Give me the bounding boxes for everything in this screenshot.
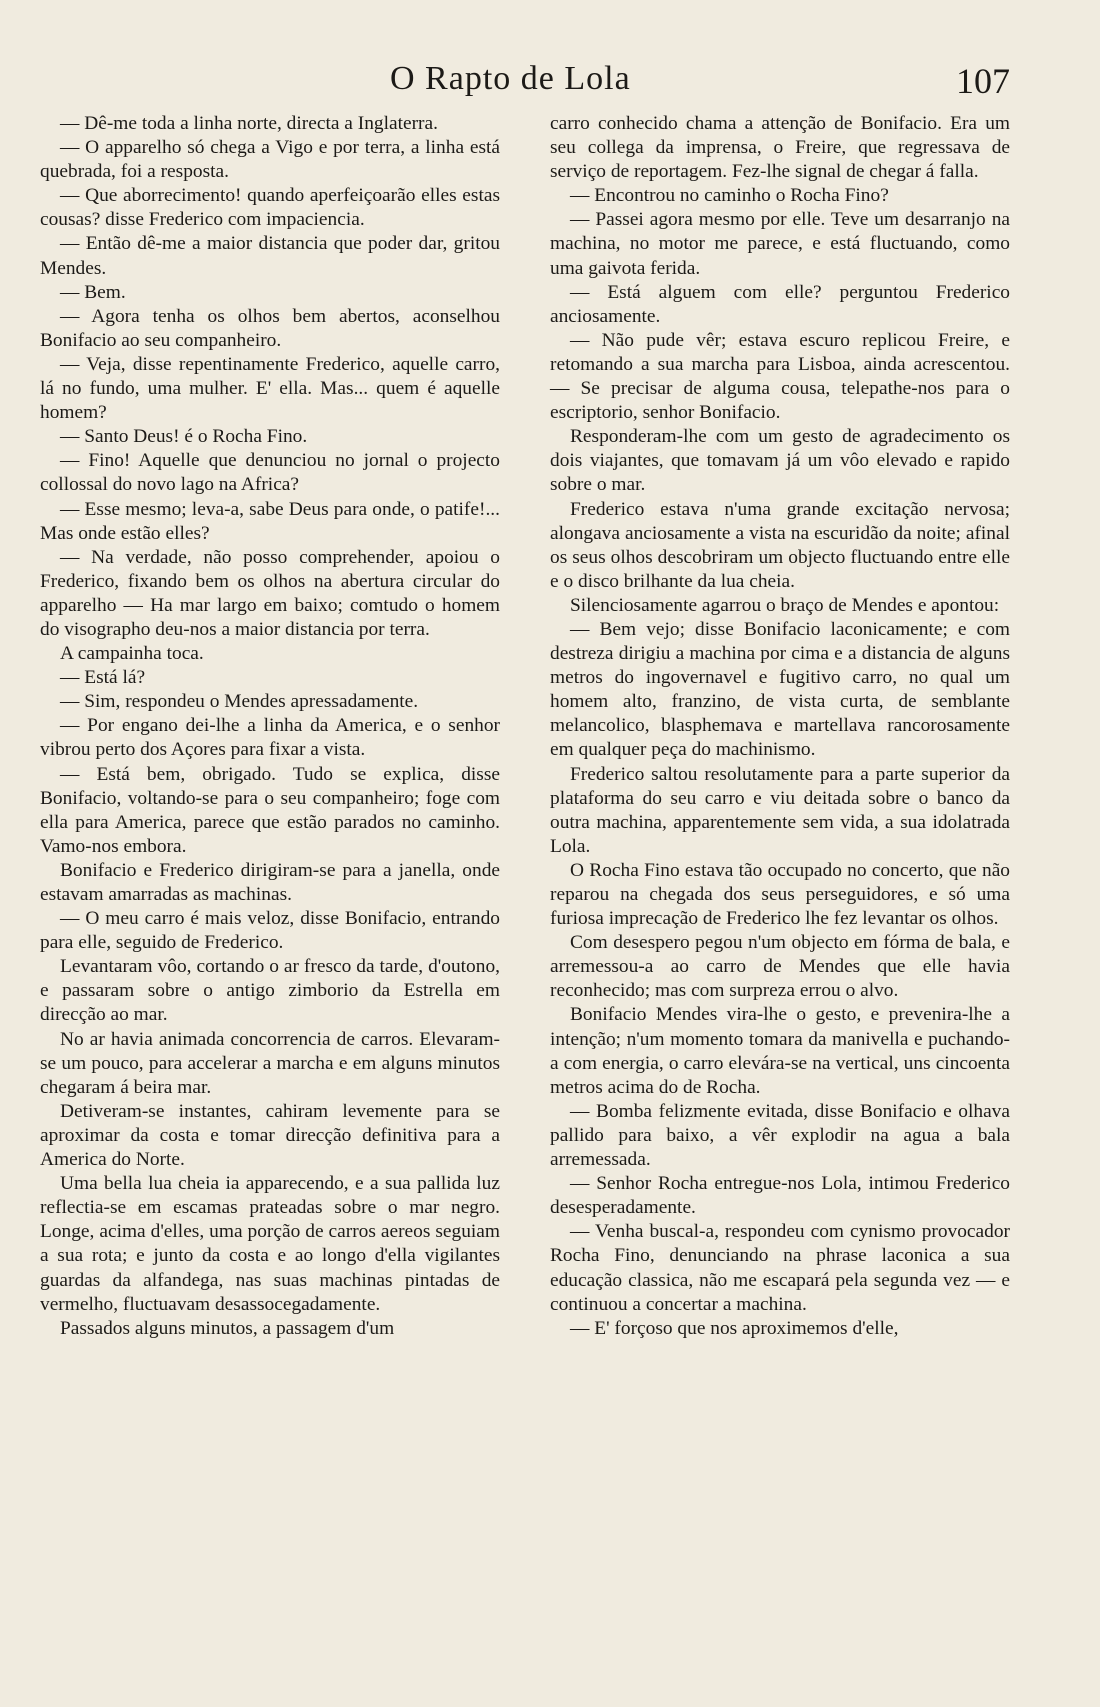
paragraph: Passados alguns minutos, a passagem d'um xyxy=(60,1317,395,1339)
paragraph: Frederico estava n'uma grande excitação nervosa; alongava anciosamente a vista na escuridão da noite; afinal os seus olhos descobriram um objecto fluctuando entre elle e o disco brilhante da lua cheia. xyxy=(550,498,1010,592)
paragraph: — Agora tenha os olhos bem abertos, aconselhou Bonifacio ao seu companheiro. xyxy=(40,305,500,351)
paragraph: — Sim, respondeu o Mendes apressadamente. xyxy=(60,691,419,713)
paragraph: — Está lá? xyxy=(60,667,146,689)
paragraph: — Senhor Rocha entregue-nos Lola, intimou Frederico desesperadamente. xyxy=(550,1173,1010,1219)
paragraph: Bonifacio Mendes vira-lhe o gesto, e prevenira-lhe a intenção; n'um momento tomara da manivella e puchando-a com energia, o carro elevára-se na vertical, uns cincoenta metros acima do de Rocha. xyxy=(550,1004,1010,1098)
right-column xyxy=(550,112,1010,1341)
paragraph: — E' forçoso que nos aproximemos d'elle, xyxy=(570,1317,899,1339)
paragraph: — O meu carro é mais veloz, disse Bonifacio, entrando para elle, seguido de Frederico. xyxy=(40,908,500,954)
paragraph: Responderam-lhe com um gesto de agradecimento os dois viajantes, que tomavam já um vôo elevado e rapido sobre o mar. xyxy=(550,426,1010,496)
paragraph: — Veja, disse repentinamente Frederico, aquelle carro, lá no fundo, uma mulher. E' ella. Mas... quem é aquelle homem? xyxy=(40,353,500,424)
paragraph: — Bomba felizmente evitada, disse Bonifacio e olhava pallido para baixo, a vêr explodir na agua a bala arremessada. xyxy=(550,1100,1010,1171)
paragraph: — O apparelho só chega a Vigo e por terra, a linha está quebrada, foi a resposta. xyxy=(40,137,500,183)
text-columns xyxy=(40,112,1010,1341)
paragraph-continued: carro conhecido chama a attenção de Bonifacio. Era um seu collega da imprensa, o Freire, que regressava de serviço de reportagem. Fez-lhe signal de chegar á falla. xyxy=(550,113,1010,183)
paragraph: — Não pude vêr; estava escuro replicou Freire, e retomando a sua marcha para Lisboa, ainda acrescentou. — Se precisar de alguma cousa, telepathe-nos para o escriptorio, senhor Bonifacio. xyxy=(550,329,1010,424)
paragraph: A campainha toca. xyxy=(60,643,204,665)
paragraph: — Fino! Aquelle que denunciou no jornal o projecto collossal do novo lago na Africa? xyxy=(40,450,500,496)
paragraph: Frederico saltou resolutamente para a parte superior da plataforma do seu carro e viu deitada sobre o banco da outra machina, apparentemente sem vida, a sua idolatrada Lola. xyxy=(550,763,1010,857)
paragraph: — Está bem, obrigado. Tudo se explica, disse Bonifacio, voltando-se para o seu companheiro; foge com ella para America, parece que estão parados no caminho. Vamo-nos embora. xyxy=(40,763,500,857)
page-number: 107 xyxy=(956,61,1010,101)
paragraph: — Encontrou no caminho o Rocha Fino? xyxy=(570,185,889,207)
paragraph: — Por engano dei-lhe a linha da America, e o senhor vibrou perto dos Açores para fixar a vista. xyxy=(40,715,500,761)
paragraph: Com desespero pegou n'um objecto em fórma de bala, e arremessou-a ao carro de Mendes que elle havia reconhecido; mas com surpreza errou o alvo. xyxy=(550,932,1010,1002)
running-title: O Rapto de Lola xyxy=(390,60,631,97)
paragraph: Detiveram-se instantes, cahiram levemente para se aproximar da costa e tomar direcção definitiva para a America do Norte. xyxy=(40,1100,500,1171)
paragraph: Silenciosamente agarrou o braço de Mendes e apontou: xyxy=(570,594,1000,616)
paragraph: — Bem. xyxy=(60,281,126,303)
paragraph: Bonifacio e Frederico dirigiram-se para a janella, onde estavam amarradas as machinas. xyxy=(40,859,500,905)
paragraph: — Então dê-me a maior distancia que poder dar, gritou Mendes. xyxy=(40,233,500,279)
left-column xyxy=(40,112,500,1341)
paragraph: — Bem vejo; disse Bonifacio laconicamente; e com destreza dirigiu a machina por cima e a distancia de alguns metros do ingovernavel e fugitivo carro, no qual um homem alto, franzino, de vista curta, de semblante melancolico, blasphemava e martellava rancorosamente em qualquer peça do machinismo. xyxy=(550,618,1010,761)
paragraph: — Dê-me toda a linha norte, directa a Inglaterra. xyxy=(60,113,438,134)
paragraph: — Passei agora mesmo por elle. Teve um desarranjo na machina, no motor me parece, e está fluctuando, como uma gaivota ferida. xyxy=(550,209,1010,279)
paragraph: — Santo Deus! é o Rocha Fino. xyxy=(60,426,308,448)
paragraph: No ar havia animada concorrencia de carros. Elevaram-se um pouco, para accelerar a marcha e em alguns minutos chegaram á beira mar. xyxy=(40,1028,500,1098)
paragraph: — Venha buscal-a, respondeu com cynismo provocador Rocha Fino, denunciando na phrase laconica a sua educação classica, não me escapará pela segunda vez — e continuou a concertar a machina. xyxy=(550,1221,1010,1315)
paragraph: — Esse mesmo; leva-a, sabe Deus para onde, o patife!... Mas onde estão elles? xyxy=(40,498,500,544)
page-header xyxy=(40,56,1010,112)
paragraph: — Está alguem com elle? perguntou Frederico anciosamente. xyxy=(550,281,1010,327)
paragraph: O Rocha Fino estava tão occupado no concerto, que não reparou na chegada dos seus perseguidores, e só uma furiosa imprecação de Frederico lhe fez levantar os olhos. xyxy=(550,859,1010,930)
paragraph: — Na verdade, não posso comprehender, apoiou o Frederico, fixando bem os olhos na abertura circular do apparelho — Ha mar largo em baixo; comtudo o homem do visographo deu-nos a maior distancia por terra. xyxy=(40,546,500,640)
paragraph: — Que aborrecimento! quando aperfeiçoarão elles estas cousas? disse Frederico com impaciencia. xyxy=(40,185,500,231)
paragraph: Uma bella lua cheia ia apparecendo, e a sua pallida luz reflectia-se em escamas prateadas sobre o mar negro. Longe, acima d'elles, uma porção de carros aereos seguiam a sua rota; e junto da costa e ao longo d'ella vigilantes guardas da alfandega, nas suas machinas pintadas de vermelho, fluctuavam desassocegadamente. xyxy=(40,1173,500,1315)
paragraph: Levantaram vôo, cortando o ar fresco da tarde, d'outono, e passaram sobre o antigo zimborio da Estrella em direcção ao mar. xyxy=(40,956,500,1026)
